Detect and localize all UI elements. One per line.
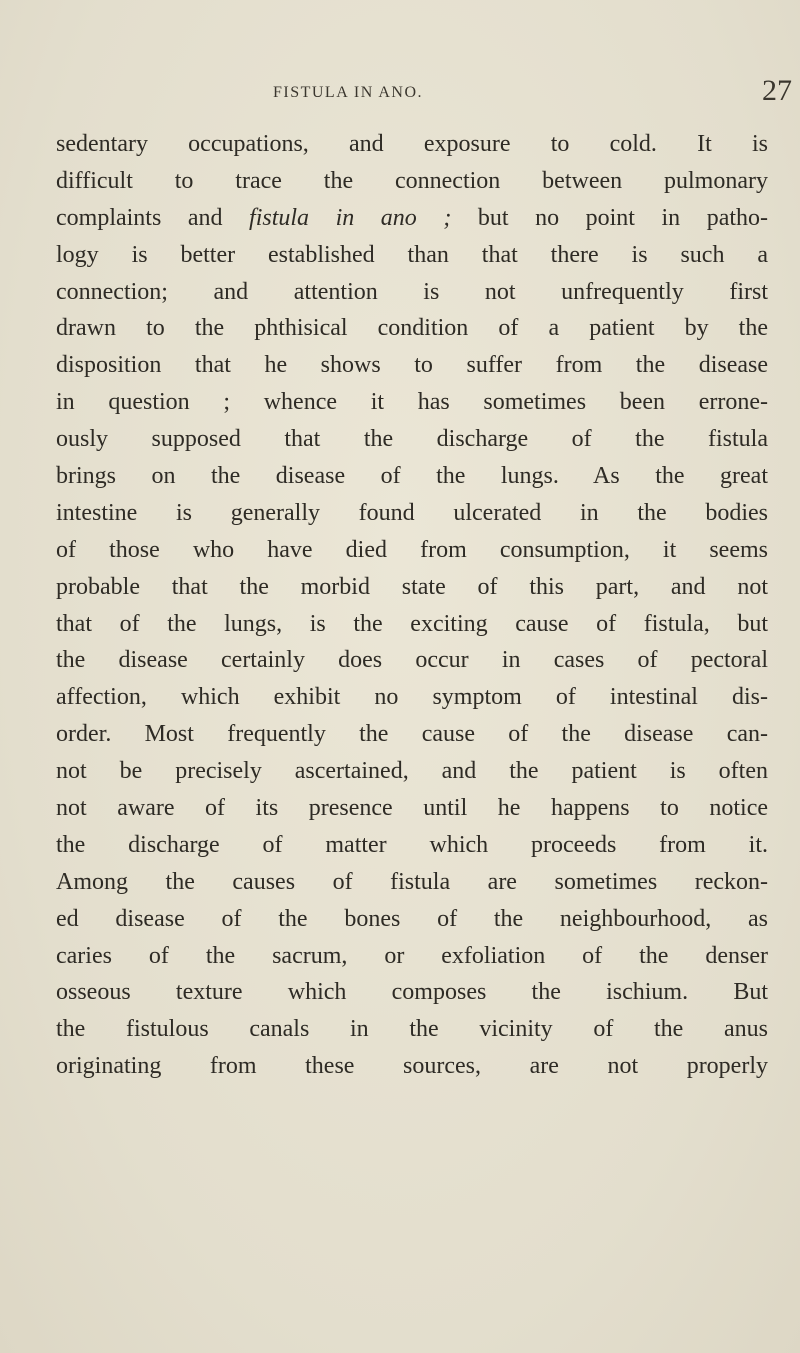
text-line: osseous texture which composes the ischium. But [56,979,768,1006]
italic-phrase: fistula in ano ; [249,204,452,231]
text-line: that of the lungs, is the exciting cause of fistula, but [56,610,768,637]
text-line: the disease certainly does occur in cases of pectoral [56,647,768,674]
text-line: of those who have died from consumption, it seems [56,536,768,563]
text-line: brings on the disease of the lungs. As the great [56,463,768,490]
text-line: caries of the sacrum, or exfoliation of the denser [56,942,768,969]
text-line: connection; and attention is not unfrequently first [56,278,768,305]
page-number: 27 [762,74,792,107]
text-line: disposition that he shows to suffer from the disease [56,352,768,379]
text-line: probable that the morbid state of this part, and not [56,573,768,600]
text-line: logy is better established than that there is such a [56,241,768,268]
text-line: Among the causes of fistula are sometimes reckon- [56,868,768,895]
text-line: the fistulous canals in the vicinity of the anus [56,1016,768,1043]
text-line: not aware of its presence until he happens to notice [56,795,768,822]
text-line: intestine is generally found ulcerated in the bodies [56,499,768,526]
text-line: sedentary occupations, and exposure to cold. It is [56,131,768,157]
text-line: ed disease of the bones of the neighbourhood, as [56,905,768,932]
text-line: originating from these sources, are not properly [56,1053,768,1080]
text-line: order. Most frequently the cause of the disease can- [56,721,768,748]
text-run: complaints and [56,204,250,231]
body-text [56,126,768,1085]
text-run: but no point in patho- [451,204,769,231]
running-head: FISTULA IN ANO. [272,84,424,101]
text-line: the discharge of matter which proceeds from it. [56,831,768,858]
text-line: in question ; whence it has sometimes been errone- [56,389,768,416]
text-line: difficult to trace the connection between pulmonary [56,167,768,194]
text-line: drawn to the phthisical condition of a patient by the [56,315,768,342]
text-line: ously supposed that the discharge of the fistula [56,426,768,453]
text-line [56,200,768,237]
text-line: affection, which exhibit no symptom of intestinal dis- [56,684,768,711]
text-line: not be precisely ascertained, and the patient is often [56,758,768,785]
